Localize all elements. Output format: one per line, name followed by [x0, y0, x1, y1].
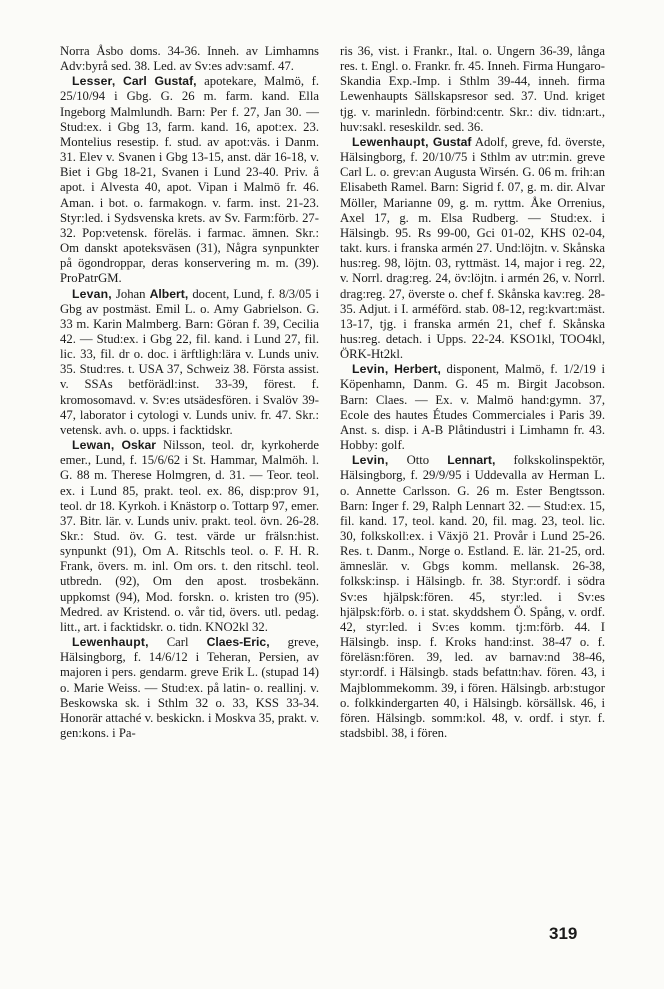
entry-lewenhaupt-claes-eric [60, 635, 319, 741]
entry-given-name: Lennart, [447, 453, 496, 468]
entry-levin-lennart [340, 453, 605, 741]
entry-body: folkskolinspektör, Hälsingborg, f. 29/9/95 i Uddevalla av Herman L. o. Annette Carlsson. G. 26 m. Ester Bengtsson. Barn: Inger f. 29, Ralph Lennart 32. — Stud:ex. 15, fil. kand. 17, teol. kand. 20, fil. mag. 23, teol. lic. 30, folkskoll:ex. i Växjö 21. Provår i Lund 25-26. Res. t. Danm., Norge o. Estland. E. lär. 21-25, ord. ämneslär. v. Gbgs komm. mellansk. 26-38, folksk:insp. i Hälsingb. fr. 38. Styr:ordf. i södra Sv:es hjälpsk:fören. 45, styr:led. i Sv:es hjälpsk:förb. o. i stat. skyddshem Ö. Spång, v. ordf. 42, styr:led. i Sv:es komm. tj:m:förb. 44. I Hälsingb. insp. f. Kroks hand:inst. 38-47 o. f. föreläsn:fören. 39, led. av barnav:nd 38-46, styr:ordf. i Hälsingb. stads befattn:hav. fören. 43, i Majblommekomm. 39, i fören. Hälsingb. arb:stugor o. folkkindergarten 40, i Hälsingb. körsällsk. 46, i fören. Hälsingb. somm:kol. 48, v. ordf. i styr. f. stadsbibl. 38, i fören. [340, 453, 605, 741]
entry-given-name: Carl Gustaf, [123, 74, 197, 89]
page-number: 319 [549, 924, 578, 943]
entry-given-name: Gustaf [432, 134, 472, 149]
entry-surname: Lewenhaupt, [352, 134, 429, 149]
entry-given-prefix: Johan [111, 286, 150, 301]
entry-lesser-carl-gustaf [60, 74, 319, 286]
entry-lewan-oskar [60, 438, 319, 635]
entry-given-prefix: Otto [388, 453, 448, 468]
right-continuation-text: ris 36, vist. i Frankr., Ital. o. Ungern 36-39, långa res. t. Engl. o. Frankr. fr. 45. Inneh. Firma Hungaro-Skandia Exp.-Imp. i Sthlm 39-44, inneh. firma Lewenhaupts Sällskapsresor sed. 37. Und. kriget tjg. v. marinledn. förbind:centr. Skr.: div. tidn:art., huv:sakl. reseskildr. sed. 36. [340, 44, 605, 134]
entry-body: apotekare, Malmö, f. 25/10/94 i Gbg. G. 26 m. farm. kand. Ella Ingeborg Malmlundh. Barn: Per f. 27, Jan 30. — Stud:ex. i Gbg 13, farm. kand. 16, apot:ex. 23. Montelius resestip. f. stud. av apot:väs. i Danm. 31. Elev v. Svanen i Gbg 13-15, anst. där 16-18, v. Biet i Gbg 18-21, Svanen i Lund 23-40. Priv. å apot. i Alvesta 40, apot. Vipan i Malmö fr. 46. Aman. i bot. o. farmakogn. v. farm. inst. 21-23. Styr:led. i Sydsvenska krets. av Sv. Farm:förb. 27-32. Pop:vetensk. föreläs. i farmac. ämnen. Skr.: Om danskt apoteksväsen (31), Några synpunkter på ögondroppar, deras konservering m. m. (39). ProPatrGM. [60, 74, 319, 286]
entry-surname: Levin, [352, 453, 389, 468]
entry-body: greve, Hälsingborg, f. 14/6/12 i Teheran, Persien, av majoren i pers. gendarm. greve Erik L. (stupad 14) o. Marie Weiss. — Stud:ex. på latin- o. reallinj. v. Beskowska sk. i Sthlm 32 o. 33, KSS 33-34. Honorär attaché v. beskickn. i Moskva 35, prakt. v. gen:kons. i Pa- [60, 635, 319, 741]
entry-levin-herbert [340, 362, 605, 453]
entry-given-name: Albert, [149, 286, 189, 301]
entry-body: Adolf, greve, fd. överste, Hälsingborg, f. 20/10/75 i Sthlm av utr:min. greve Carl L. o. grev:an Augusta Wirsén. G. 06 m. frih:an Elisabeth Ramel. Barn: Sigrid f. 07, g. m. dir. Alvar Möller, Marianne 09, g. m. ryttm. Åke Orrenius, Axel 17, g. m. Elsa Rudberg. — Stud:ex. i Hälsingb. 95. Rs 99-00, Gci 01-02, KHS 02-04, takt. kurs. i franska armén 27. Und:löjtn. v. Skånska hus:reg. 98, löjtn. 03, ryttmäst. 14, major i reg. 22, v. Norrl. drag:reg. 24, öv:löjtn. i armén 26, v. Norrl. drag:reg. 27, överste o. chef f. Skånska kav:reg. 28-35. Adjut. i I. arméförd. stab. 08-12, reg:kvart:mäst. 13-17, tjg. i franska armén 21, chef f. Skånska hus:reg. detach. i Upps. 22-24. KSO1kl, TOO4kl, ÖRK-Ht2kl. [340, 134, 606, 362]
entry-given-prefix: Carl [148, 635, 207, 650]
entry-given-prefix [115, 74, 123, 88]
entry-body: Nilsson, teol. dr, kyrkoherde emer., Lund, f. 15/6/62 i St. Hammar, Malmöh. l. G. 88 m. Therese Holmgren, d. 31. — Teor. teol. ex. i Lund 85, prakt. teol. ex. 86, disp:prov 91, teol. dr 18. Kyrkoh. i Knästorp o. Tottarp 97, emer. 37. Bitr. lär. v. Lunds univ. prakt. teol. övn. 26-28. Skr.: Stud. öv. G. test. värde ur frälsn:hist. synpunkt (91), Om A. Ritschls teol. o. F. H. R. Frank, övers. m. inl. Om ors. t. den ritschl. teol. utbredn. (92), Om den apost. trosbekänn. uppkomst (94), Mod. forskn. o. kristen tro (95). Medred. av Kristend. o. vår tid, övers. utl. pedag. litt., art. i facktidskr. o. tidn. KNO2kl 32. [60, 438, 319, 634]
entry-given-name: Claes-Eric, [206, 635, 270, 650]
entry-surname: Levin, [352, 362, 389, 377]
right-column [340, 44, 605, 741]
entry-body: disponent, Malmö, f. 1/2/19 i Köpenhamn, Danm. G. 45 m. Birgit Jacobson. Barn: Claes. — Ex. v. Malmö hand:gymn. 37, Ecole des hautes Études Commerciales i Paris 39. Anst. s. disp. i A-B Plåtindustri i Limhamn fr. 43. Hobby: golf. [340, 362, 606, 453]
entry-given-name: Oskar [121, 438, 157, 453]
left-continuation-text: Norra Åsbo doms. 34-36. Inneh. av Limhamns Adv:byrå sed. 38. Led. av Sv:es adv:samf. 47. [60, 44, 319, 74]
left-column [60, 44, 319, 741]
entry-levan-albert [60, 287, 319, 439]
entry-surname: Levan, [72, 286, 112, 301]
entry-surname: Lewan, [72, 438, 115, 453]
entry-lewenhaupt-gustaf [340, 135, 605, 362]
entry-surname: Lewenhaupt, [72, 635, 149, 650]
entry-given-name: Herbert, [394, 362, 441, 377]
entry-surname: Lesser, [72, 74, 116, 89]
entry-body: docent, Lund, f. 8/3/05 i Gbg av postmäst. Emil L. o. Amy Gabrielson. G. 33 m. Karin Malmberg. Barn: Göran f. 39, Cecilia 42. — Stud:ex. i Gbg 22, fil. kand. i Lund 27, fil. lic. 33, fil. dr o. doc. i ärftligh:lära v. Lunds univ. 35. Stud:res. t. USA 37, Schweiz 38. Första assist. v. SSAs betförädl:inst. 33-39, förest. f. kromosomavd. v. Sv:es utsädesfören. i Svalöv 39-47, laborator i cytologi v. Lunds univ. fr. 47. Skr.: vetensk. avh. o. upps. i facktidskr. [60, 286, 319, 437]
